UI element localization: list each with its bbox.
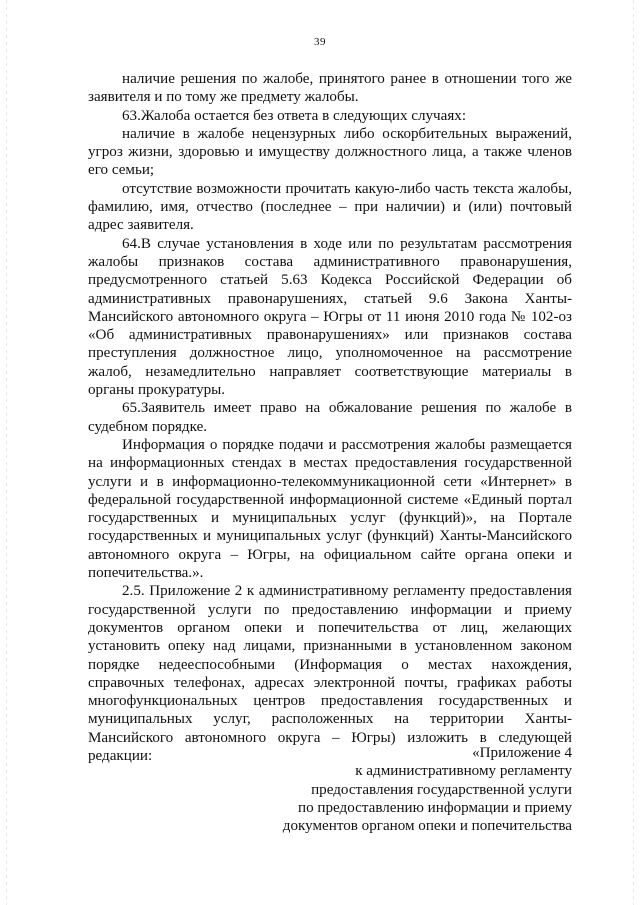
annex-line-regulation: к административному регламенту (355, 763, 572, 780)
paragraph-65: 65.Заявитель имеет право на обжалование решения по жалобе в судебном порядке. (88, 400, 572, 435)
paragraph-63-heading: 63.Жалоба остается без ответа в следующих случаях: (122, 107, 467, 124)
scan-edge-left (6, 0, 7, 905)
paragraph-63-unreadable: отсутствие возможности прочитать какую-либо часть текста жалобы, фамилию, имя, отчество (последнее – при наличии) и (или) почтовый адрес заявителя. (88, 180, 572, 234)
paragraph-2-5: 2.5. Приложение 2 к административному регламенту предоставления государственной услуги по предоставлению информации и приему документов органом опеки и попечительства от лиц, желающих установить опеку над лицами, признанными в установленном законом порядке недееспособными (Информация о местах нахождения, справочных телефонах, адресах электронной почты, графиках работы многофункциональных центров предоставления государственных и муниципальных услуг, расположенных на территории Ханты-Мансийского автономного округа – Югры) изложить в следующей редакции: (88, 583, 572, 764)
paragraph-64: 64.В случае установления в ходе или по результатам рассмотрения жалобы признаков состава административного правонарушения, предусмотренного статьей 5.63 Кодекса Российской Федерации об административных правонарушениях, статьей 9.6 Закона Ханты-Мансийского автономного округа – Югры от 11 июня 2010 года № 102-оз «Об административных правонарушениях» или признаков состава преступления должностное лицо, уполномоченное на рассмотрение жалоб, незамедлительно направляет соответствующие материалы в органы прокуратуры. (88, 235, 572, 399)
page-number: 39 (314, 36, 326, 48)
annex-line-info: по предоставлению информации и приему (298, 799, 572, 816)
paragraph-prior-decision: наличие решения по жалобе, принятого ранее в отношении того же заявителя и по тому же предмету жалобы. (88, 71, 572, 106)
annex-header (212, 744, 572, 835)
paragraph-63-obscene: наличие в жалобе нецензурных либо оскорбительных выражений, угроз жизни, здоровью и имуществу должностного лица, а также членов его семьи; (88, 125, 572, 179)
annex-line-title: «Приложение 4 (472, 745, 572, 761)
paragraph-info-placement: Информация о порядке подачи и рассмотрения жалобы размещается на информационных стендах в местах предоставления государственной услуги и в информационно-телекоммуникационной сети «Интернет» в федеральной государственной информационной системе «Единый портал государственных и муниципальных услуг (функций)», на Портале государственных и муниципальных услуг (функций) Ханты-Мансийского автономного округа – Югры, на официальном сайте органа опеки и попечительства.». (88, 436, 572, 582)
annex-line-documents: документов органом опеки и попечительства (282, 818, 572, 835)
annex-line-service: предоставления государственной услуги (311, 781, 572, 798)
scan-edge-right (633, 0, 634, 905)
document-body (88, 70, 572, 765)
